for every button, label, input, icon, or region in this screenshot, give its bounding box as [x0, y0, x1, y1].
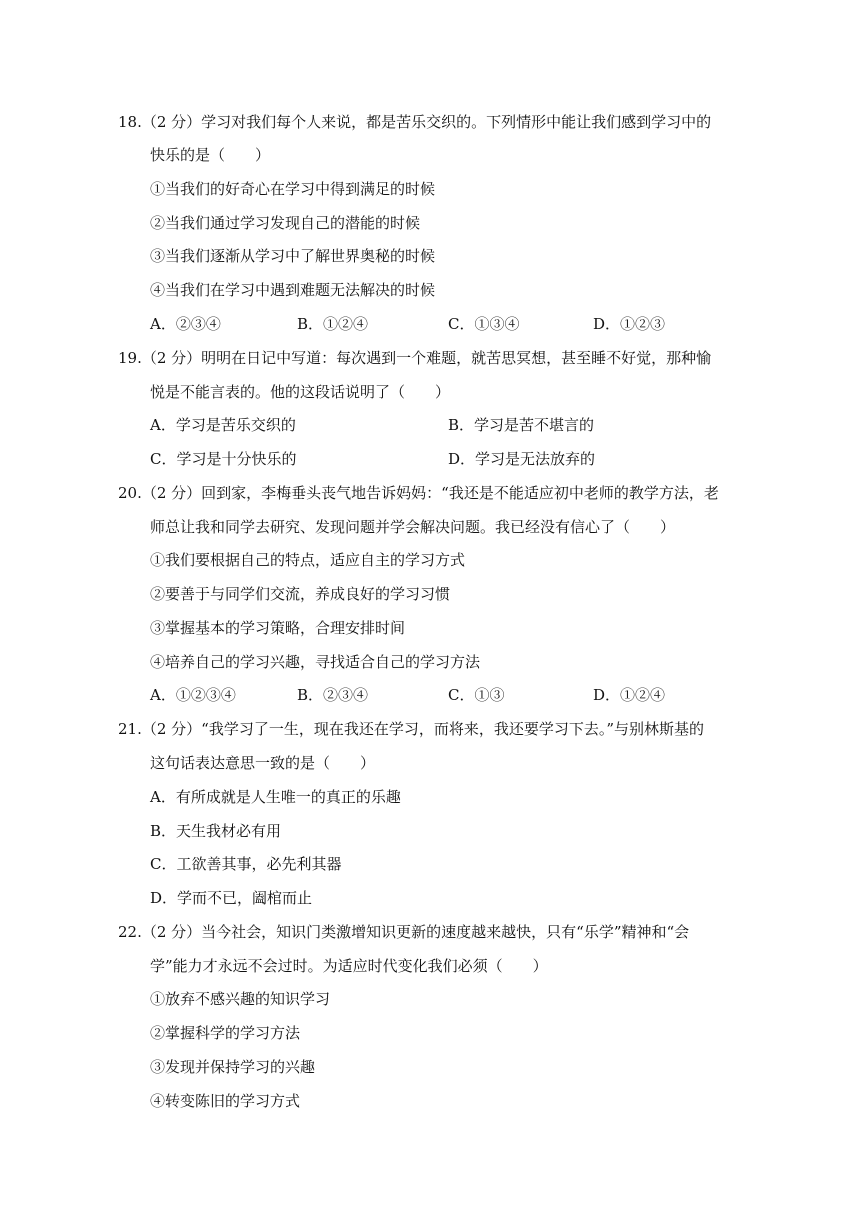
- question-22-stem-line-2: 学”能力才永远不会过时。为适应时代变化我们必须（ ）: [150, 957, 548, 975]
- question-21-option-b: B．天生我材必有用: [150, 822, 282, 840]
- question-18-option-d: D．①②③: [593, 315, 666, 333]
- question-22-statement-4: ④转变陈旧的学习方式: [150, 1092, 301, 1110]
- question-20-option-c: C．①③: [448, 686, 505, 704]
- question-18-statement-3: ③当我们逐渐从学习中了解世界奥秘的时候: [150, 247, 436, 265]
- question-20-statement-3: ③掌握基本的学习策略，合理安排时间: [150, 619, 406, 637]
- question-22-statement-2: ②掌握科学的学习方法: [150, 1024, 301, 1042]
- question-20-statement-1: ①我们要根据自己的特点，适应自主的学习方式: [150, 551, 466, 569]
- question-20-option-d: D．①②④: [593, 686, 666, 704]
- question-18-option-c: C．①③④: [448, 315, 520, 333]
- question-19-stem-line-1: 19.（2 分）明明在日记中写道：每次遇到一个难题，就苦思冥想，甚至睡不好觉，那种愉: [118, 349, 712, 367]
- question-21-stem-line-2: 这句话表达意思一致的是（ ）: [150, 754, 376, 772]
- question-18-stem-line-1: 18.（2 分）学习对我们每个人来说，都是苦乐交织的。下列情形中能让我们感到学习中的: [118, 113, 712, 131]
- question-19-option-c: C．学习是十分快乐的: [150, 450, 297, 468]
- question-20-stem-line-2: 师总让我和同学去研究、发现问题并学会解决问题。我已经没有信心了（ ）: [150, 518, 676, 536]
- question-18-option-b: B．①②④: [297, 315, 369, 333]
- question-18-statement-2: ②当我们通过学习发现自己的潜能的时候: [150, 214, 421, 232]
- question-20-statement-2: ②要善于与同学们交流，养成良好的学习习惯: [150, 585, 451, 603]
- question-21-option-d: D．学而不已，阖棺而止: [150, 889, 313, 907]
- question-21-stem-line-1: 21.（2 分）“我学习了一生，现在我还在学习，而将来，我还要学习下去。”与别林斯基的: [118, 720, 705, 738]
- question-20-option-b: B．②③④: [297, 686, 369, 704]
- question-19-stem-line-2: 悦是不能言表的。他的这段话说明了（ ）: [150, 383, 451, 401]
- question-18-statement-1: ①当我们的好奇心在学习中得到满足的时候: [150, 180, 436, 198]
- question-20-option-a: A．①②③④: [150, 686, 236, 704]
- question-18-statement-4: ④当我们在学习中遇到难题无法解决的时候: [150, 281, 436, 299]
- question-22-statement-1: ①放弃不感兴趣的知识学习: [150, 990, 331, 1008]
- question-19-option-d: D．学习是无法放弃的: [448, 450, 596, 468]
- question-18-stem-line-2: 快乐的是（ ）: [150, 146, 271, 164]
- question-18-option-a: A．②③④: [150, 315, 221, 333]
- question-20-stem-line-1: 20.（2 分）回到家，李梅垂头丧气地告诉妈妈：“我还是不能适应初中老师的教学方法，老: [118, 484, 719, 502]
- question-22-stem-line-1: 22.（2 分）当今社会，知识门类激增知识更新的速度越来越快，只有“乐学”精神和“会: [118, 923, 690, 941]
- question-22-statement-3: ③发现并保持学习的兴趣: [150, 1058, 316, 1076]
- question-19-option-a: A．学习是苦乐交织的: [150, 416, 296, 434]
- question-19-option-b: B．学习是苦不堪言的: [448, 416, 595, 434]
- question-20-statement-4: ④培养自己的学习兴趣，寻找适合自己的学习方法: [150, 653, 481, 671]
- question-21-option-c: C．工欲善其事，必先利其器: [150, 855, 342, 873]
- question-21-option-a: A．有所成就是人生唯一的真正的乐趣: [150, 788, 401, 806]
